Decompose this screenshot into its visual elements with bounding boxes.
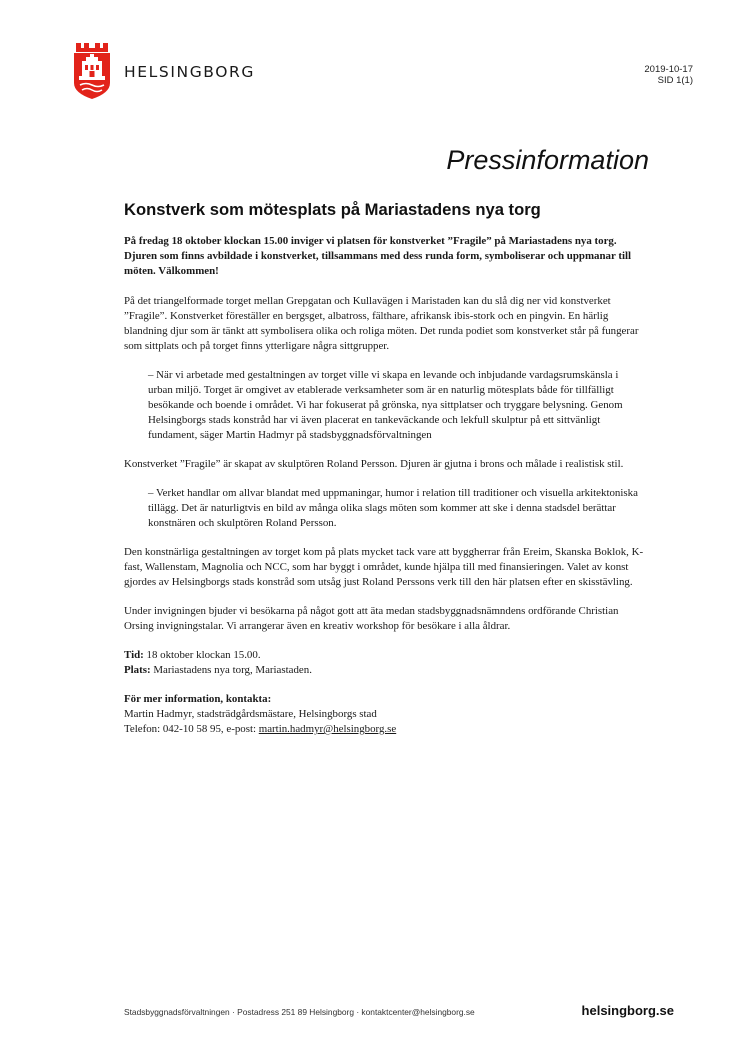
- document-type: Pressinformation: [446, 145, 649, 175]
- footer-address: Stadsbyggnadsförvaltningen · Postadress 251 89 Helsingborg · kontaktcenter@helsingborg.se: [124, 1007, 475, 1017]
- time-value: 18 oktober klockan 15.00.: [146, 649, 261, 661]
- paragraph: Under invigningen bjuder vi besökarna på något gott att äta medan stadsbyggnadsnämndens ordförande Christian Orsing invigningstalar. Vi arrangerar även en kreativ workshop för besökare i alla åldrar.: [124, 605, 619, 632]
- contact-person: Martin Hadmyr, stadsträdgårdsmästare, Helsingborgs stad: [124, 708, 377, 720]
- document-date: 2019-10-17: [644, 64, 693, 75]
- event-details: [124, 648, 644, 678]
- lead-paragraph: På fredag 18 oktober klockan 15.00 inviger vi platsen för konstverket ”Fragile” på Mariastadens nya torg. Djuren som finns avbildade i konstverket, tillsammans med dess runda form, symboliserar och uppmanar till möten. Välkommen!: [124, 235, 632, 277]
- quote-paragraph: – När vi arbetade med gestaltningen av torget ville vi skapa en levande och inbjudande vardagsrumskänsla i urban miljö. Torget är omgivet av etablerade verksamheter som är en naturlig mötesplats både för tillfälligt besökande och boende i området. Vi har fokuserat på grönska, nya sittplatser och tryggare belysning. Genom Helsingborgs stads konstråd har vi även placerat en tankeväckande och lekfull skulptur på ett sittvänligt fundament, säger Martin Hadmyr på stadsbyggnadsförvaltningen: [148, 369, 623, 441]
- contact-email-link[interactable]: martin.hadmyr@helsingborg.se: [258, 723, 397, 735]
- page-number: SID 1(1): [657, 75, 693, 86]
- helsingborg-logo-icon: [74, 43, 110, 99]
- footer-website-link[interactable]: helsingborg.se: [581, 1003, 674, 1018]
- paragraph: På det triangelformade torget mellan Grepgatan och Kullavägen i Maristaden kan du slå dig ner vid konstverket ”Fragile”. Konstverket föreställer en bergsget, albatross, fälthare, afrikansk ibis-stork och en pingvin. En härlig blandning djur som är tänkt att symbolisera olika och roliga möten. Det runda podiet som konstverket står på fungerar som sittplats och på torget finns ytterligare några sittgrupper.: [124, 295, 639, 352]
- page-title: Konstverk som mötesplats på Mariastadens nya torg: [124, 200, 541, 219]
- quote-paragraph: – Verket handlar om allvar blandat med uppmaningar, humor i relation till traditioner och visuella arkitektoniska tillägg. Det är naturligtvis en bild av många olika slags möten som kommer att ske i denna stadsdel berättar konstnären och skulptören Roland Persson.: [148, 487, 638, 529]
- contact-phone: Telefon: 042-10 58 95, e-post:: [124, 723, 259, 735]
- place-label: Plats:: [124, 664, 151, 676]
- brand-name: HELSINGBORG: [124, 63, 256, 81]
- press-release-body: [124, 234, 644, 751]
- place-value: Mariastadens nya torg, Mariastaden.: [153, 664, 312, 676]
- time-label: Tid:: [124, 649, 144, 661]
- contact-block: [124, 692, 644, 737]
- paragraph: Den konstnärliga gestaltningen av torget kom på plats mycket tack vare att byggherrar från Ereim, Skanska Boklok, K-fast, Wallenstam, Magnolia och NCC, som har byggt i området, kunde hjälpa till med finansieringen. Valet av konst gjordes av Helsingborgs stads konstråd som utsåg just Roland Perssons verk till den här platsen efter en skisstävling.: [124, 546, 644, 588]
- contact-heading: För mer information, kontakta:: [124, 693, 272, 705]
- paragraph: Konstverket ”Fragile” är skapat av skulptören Roland Persson. Djuren är gjutna i brons och målade i realistisk stil.: [124, 458, 624, 470]
- document-meta: [644, 64, 693, 86]
